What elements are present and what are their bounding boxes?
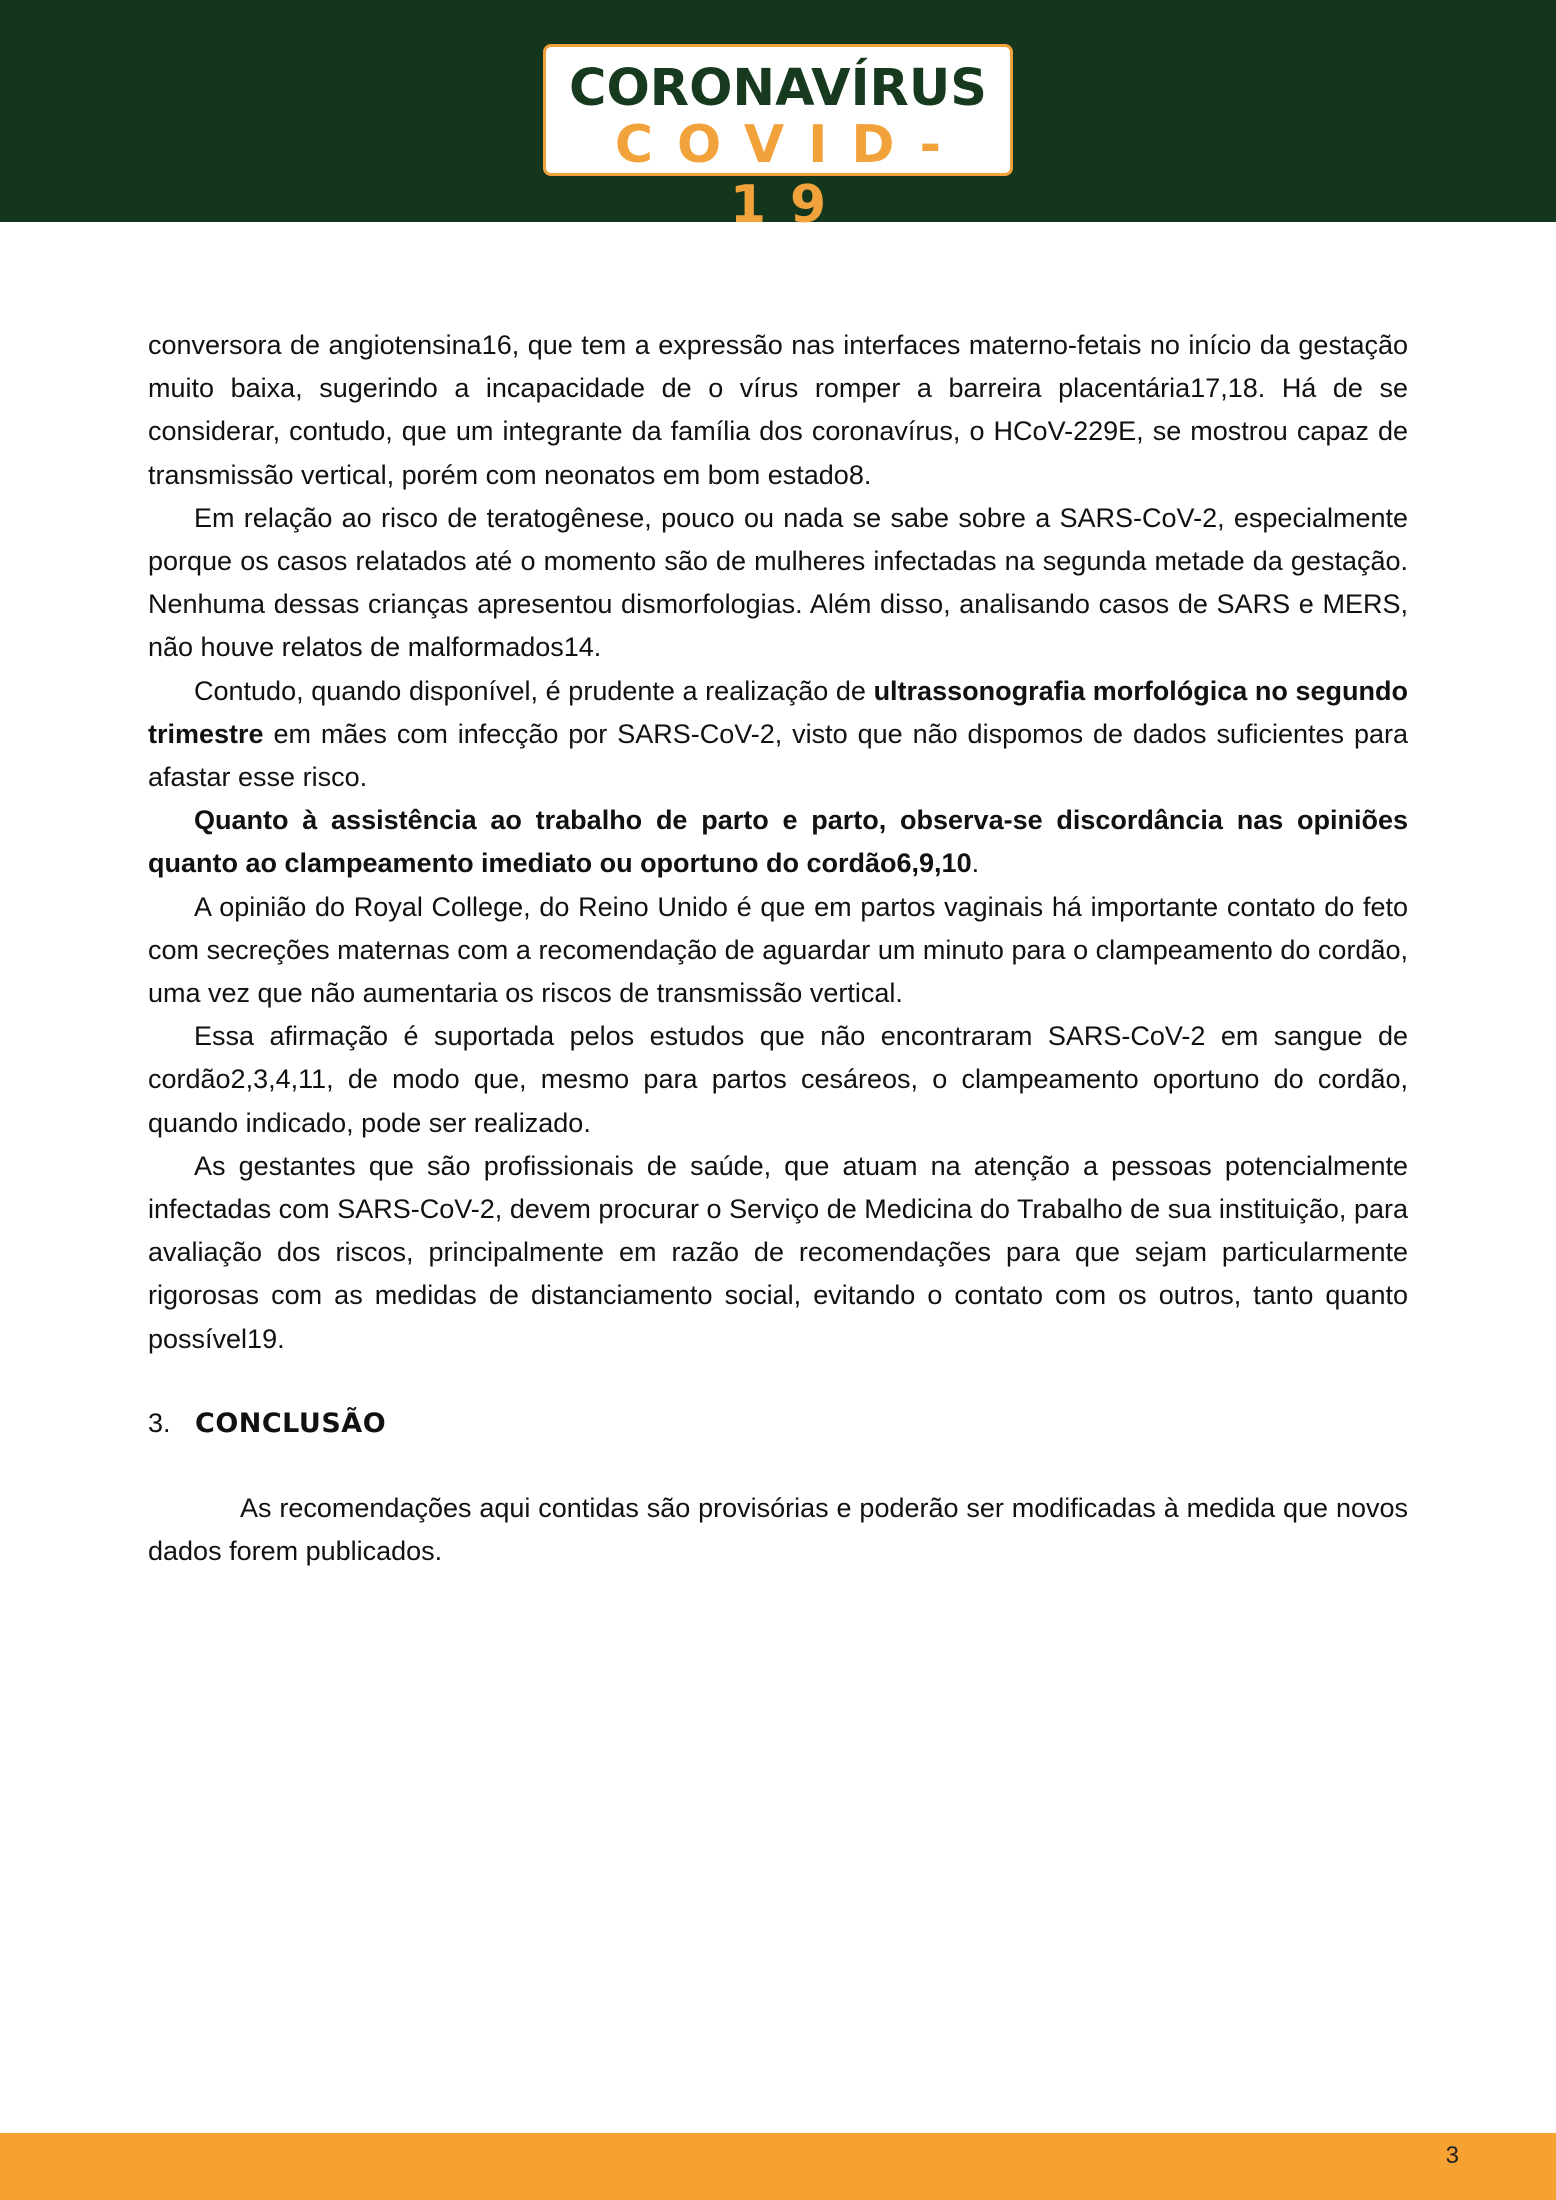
paragraph-3-text-a: Contudo, quando disponível, é prudente a realização de	[194, 675, 874, 706]
logo-subtitle: COVID-19	[614, 115, 966, 235]
conclusion-paragraph: As recomendações aqui contidas são provisórias e poderão ser modificadas à medida que novos dados forem publicados.	[148, 1493, 1408, 1567]
paragraph-5: A opinião do Royal College, do Reino Unido é que em partos vaginais há importante contato do feto com secreções maternas com a recomendação de aguardar um minuto para o clampeamento do cordão, uma vez que não aumentaria os riscos de transmissão vertical.	[148, 891, 1408, 1009]
paragraph-4	[148, 799, 1408, 885]
paragraph-4-end: .	[971, 848, 980, 879]
paragraph-3	[148, 670, 1408, 800]
paragraph-7: As gestantes que são profissionais de saúde, que atuam na atenção a pessoas potencialmente infectadas com SARS-CoV-2, devem procurar o Serviço de Medicina do Trabalho de sua instituição, para avaliação dos riscos, principalmente em razão de recomendações para que sejam particularmente rigorosas com as medidas de distanciamento social, evitando o contato com os outros, tanto quanto possível19.	[148, 1150, 1408, 1354]
section-title: CONCLUSÃO	[195, 1407, 387, 1439]
header-band	[0, 0, 1556, 235]
page-number: 3	[1445, 2142, 1459, 2169]
section-heading	[148, 1400, 386, 1446]
paragraph-4-bold: Quanto à assistência ao trabalho de parto e parto, observa-se discordância nas opiniões quanto ao clampeamento imediato ou oportuno do cordão6,9,10	[148, 805, 1408, 879]
logo-title: CORONAVÍRUS	[569, 59, 987, 118]
paragraph-2: Em relação ao risco de teratogênese, pouco ou nada se sabe sobre a SARS-CoV-2, especialmente porque os casos relatados até o momento são de mulheres infectadas na segunda metade da gestação. Nenhuma dessas crianças apresentou dismorfologias. Além disso, analisando casos de SARS e MERS, não houve relatos de malformados14.	[148, 502, 1408, 663]
conclusion-body	[148, 1487, 1408, 1573]
paragraph-1: conversora de angiotensina16, que tem a expressão nas interfaces materno-fetais no início da gestação muito baixa, sugerindo a incapacidade de o vírus romper a barreira placentária17,18. Há de se considerar, contudo, que um integrante da família dos coronavírus, o HCoV-229E, se mostrou capaz de transmissão vertical, porém com neonatos em bom estado8.	[148, 330, 1408, 490]
section-number: 3.	[148, 1407, 171, 1438]
paragraph-6: Essa afirmação é suportada pelos estudos que não encontraram SARS-CoV-2 em sangue de cordão2,3,4,11, de modo que, mesmo para partos cesáreos, o clampeamento oportuno do cordão, quando indicado, pode ser realizado.	[148, 1021, 1408, 1138]
footer-band	[0, 2133, 1556, 2200]
document-body	[148, 324, 1408, 1361]
paragraph-3-bold: ultrassonografia morfológica no segundo trimestre	[148, 675, 1408, 749]
coronavirus-logo	[543, 44, 1013, 235]
paragraph-3-text-b: em mães com infecção por SARS-CoV-2, visto que não dispomos de dados suficientes para afastar esse risco.	[148, 718, 1408, 793]
